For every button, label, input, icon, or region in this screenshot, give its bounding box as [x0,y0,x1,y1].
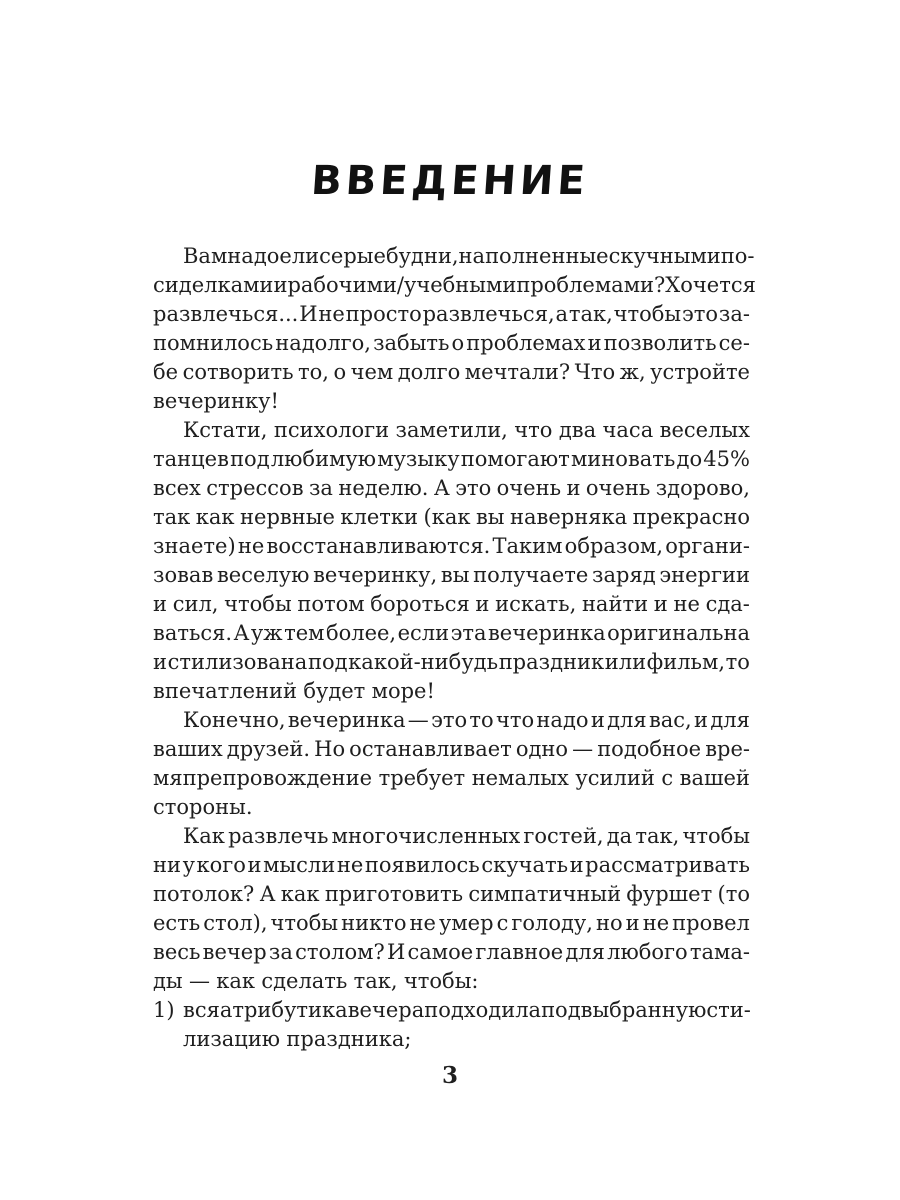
text-line: помнилось надолго, забыть о проблемах и позволить се- [153,331,750,355]
text-line: танцев под любимую музыку помогают миновать до 45% [153,447,750,471]
text-line: весь вечер за столом? И самое главное для любого тама- [153,940,750,964]
list-number: 1) [153,998,175,1022]
text-line: и сил, чтобы потом бороться и искать, найти и не сда- [153,592,750,616]
text-line: всех стрессов за неделю. А это очень и очень здорово, [153,476,750,500]
body-text [153,242,756,1054]
text-line: стороны. [153,795,253,819]
text-line: вечеринку! [153,389,279,413]
text-line: Вам надоели серые будни, наполненные скучными по- [183,244,755,268]
text-line: мяпрепровождение требует немалых усилий с вашей [153,766,750,790]
text-line: развлечься... И не просто развлечься, а так, чтобы это за- [153,302,750,326]
text-line: Кстати, психологи заметили, что два часа веселых [183,418,750,442]
text-line: сиделками и рабочими / учебными проблемами? Хочется [153,273,756,297]
text-line: так как нервные клетки (как вы наверняка прекрасно [153,505,750,529]
text-line: есть стол), чтобы никто не умер с голоду, но и не провел [153,911,750,935]
chapter-title: ВВЕДЕНИЕ [309,158,591,204]
text-line: Как развлечь многочисленных гостей, да так, чтобы [183,824,750,848]
page-number: 3 [441,1062,458,1089]
text-line: знаете) не восстанавливаются. Таким образом, органи- [153,534,750,558]
text-line: ваших друзей. Но останавливает одно — подобное вре- [153,737,750,761]
text-line: и стилизована под какой-нибудь праздник или фильм, то [153,650,750,674]
list-item [153,996,750,1025]
list-item-text: вся атрибутика вечера подходила под выбранную сти- [183,998,751,1022]
text-line: ваться. А уж тем более, если эта вечеринка оригинальна [153,621,750,645]
text-line: Конечно, вечеринка — это то что надо и для вас, и для [183,708,750,732]
text-line: ни у кого и мысли не появилось скучать и рассматривать [153,853,750,877]
text-line: ды — как сделать так, чтобы: [153,969,479,993]
text-line: потолок? А как приготовить симпатичный фуршет (то [153,882,750,906]
text-line: бе сотворить то, о чем долго мечтали? Что ж, устройте [153,360,750,384]
text-line: зовав веселую вечеринку, вы получаете заряд энергии [153,563,750,587]
list-item-continuation: лизацию праздника; [183,1027,412,1051]
text-line: впечатлений будет море! [153,679,435,703]
